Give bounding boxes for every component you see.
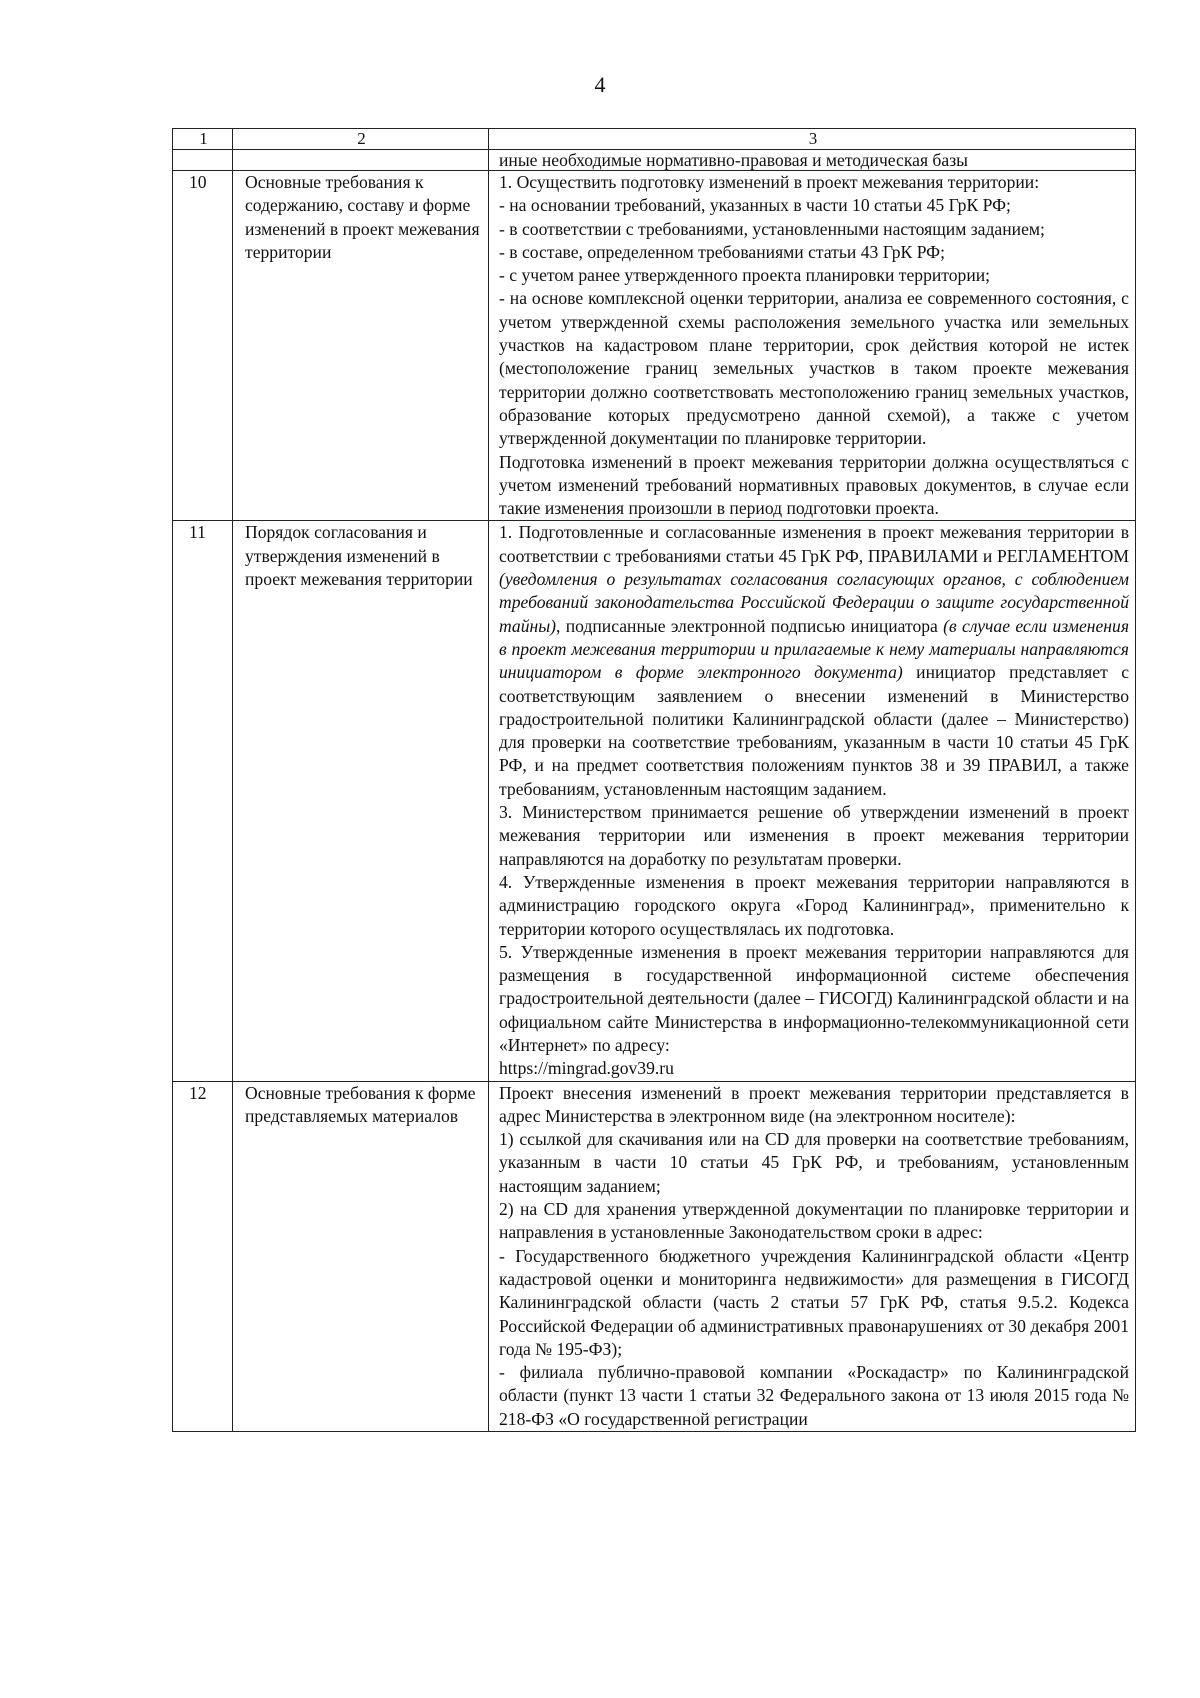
paragraph: 1) ссылкой для скачивания или на CD для проверки на соответствие требованиям, указанным в части 10 статьи 45 ГрК РФ, и требованиям, установленным настоящим заданием; (499, 1129, 1129, 1196)
url-text: https://mingrad.gov39.ru (499, 1058, 674, 1079)
row-title: Основные требования к содержанию, составу и форме изменений в проект межевания территории (233, 171, 489, 521)
table-row (173, 171, 1136, 521)
paragraph: Проект внесения изменений в проект межевания территории представляется в адрес Министерства в электронном виде (на электронном носителе): (499, 1082, 1129, 1126)
row-content (489, 1081, 1136, 1431)
row-number: 11 (173, 521, 233, 1081)
table-row (173, 521, 1136, 1081)
table-header-row (173, 129, 1136, 150)
row-title: Основные требования к форме представляемых материалов (233, 1081, 489, 1431)
row-content (489, 521, 1136, 1081)
row-number: 12 (173, 1081, 233, 1431)
paragraph: 2) на CD для хранения утвержденной документации по планировке территории и направления в установленные Законодательством сроки в адрес: (499, 1199, 1129, 1243)
paragraph: 4. Утвержденные изменения в проект межевания территории направляются в администрацию городского округа «Город Калининград», применительно к территории которого осуществлялась их подготовка. (499, 871, 1129, 939)
header-col-2: 2 (233, 129, 489, 150)
paragraph: - с учетом ранее утвержденного проекта планировки территории; (499, 265, 991, 286)
row-content (489, 171, 1136, 521)
paragraph: 5. Утвержденные изменения в проект межевания территории направляются для размещения в государственной информационной системе обеспечения градостроительной деятельности (далее – ГИСОГД) Калининградской области и на официальном сайте Министерства в информационно-телекоммуникационной сети «Интернет» по адресу: (499, 941, 1129, 1055)
row-number: 10 (173, 171, 233, 521)
continuation-text: иные необходимые нормативно-правовая и методическая базы (489, 150, 1136, 171)
paragraph: Подготовка изменений в проект межевания территории должна осуществляться с учетом изменений требований нормативных правовых документов, в случае если такие изменения произошли в период подготовки проекта. (499, 451, 1129, 519)
paragraph: 3. Министерством принимается решение об утверждении изменений в проект межевания территории или изменения в проект межевания территории направляются на доработку по результатам проверки. (499, 802, 1129, 869)
row-title: Порядок согласования и утверждения изменений в проект межевания территории (233, 521, 489, 1081)
table-row (173, 1081, 1136, 1431)
requirements-table (172, 128, 1136, 1432)
header-col-1: 1 (173, 129, 233, 150)
paragraph: - на основе комплексной оценки территории, анализа ее современного состояния, с учетом утвержденной схемы расположения земельного участка или земельных участков на кадастровом плане территории, срок действия которой не истек (местоположение границ земельных участков в таком проекте межевания территории должно соответствовать местоположению границ земельных участков, образование которых предусмотрено данной схемой), а также с учетом утвержденной документации по планировке территории. (499, 288, 1129, 449)
paragraph: 1. Подготовленные и согласованные изменения в проект межевания территории в соответствии с требованиями статьи 45 ГрК РФ, ПРАВИЛАМИ и РЕГЛАМЕНТОМ (уведомления о результатах согласования согласующих органов, с соблюдением требований законодательства Российской Федерации о защите государственной тайны), подписанные электронной подписью инициатора (в случае если изменения в проект межевания территории и прилагаемые к нему материалы направляются инициатором в форме электронного документа) инициатор представляет с соответствующим заявлением о внесении изменений в Министерство градостроительной политики Калининградской области (далее – Министерство) для проверки на соответствие требованиям, указанным в части 10 статьи 45 ГрК РФ, и на предмет соответствия положениям пунктов 38 и 39 ПРАВИЛ, а также требованиям, установленным настоящим заданием. (499, 522, 1129, 799)
header-col-3: 3 (489, 129, 1136, 150)
page-number: 4 (594, 72, 606, 97)
paragraph: - в составе, определенном требованиями статьи 43 ГрК РФ; (499, 241, 945, 262)
paragraph: - на основании требований, указанных в части 10 статьи 45 ГрК РФ; (499, 195, 1011, 216)
paragraph: 1. Осуществить подготовку изменений в проект межевания территории: (499, 172, 1040, 192)
paragraph: - филиала публично-правовой компании «Роскадастр» по Калининградской области (пункт 13 части 1 статьи 32 Федерального закона от 13 июля 2015 года № 218-ФЗ «О государственной регистрации (499, 1362, 1129, 1429)
paragraph: - в соответствии с требованиями, установленными настоящим заданием; (499, 218, 1045, 239)
paragraph: - Государственного бюджетного учреждения Калининградской области «Центр кадастровой оценки и мониторинга недвижимости» для размещения в ГИСОГД Калининградской области (часть 2 статьи 57 ГрК РФ, статья 9.5.2. Кодекса Российской Федерации об административных правонарушениях от 30 декабря 2001 года № 195-ФЗ); (499, 1245, 1129, 1359)
continuation-row (173, 150, 1136, 171)
